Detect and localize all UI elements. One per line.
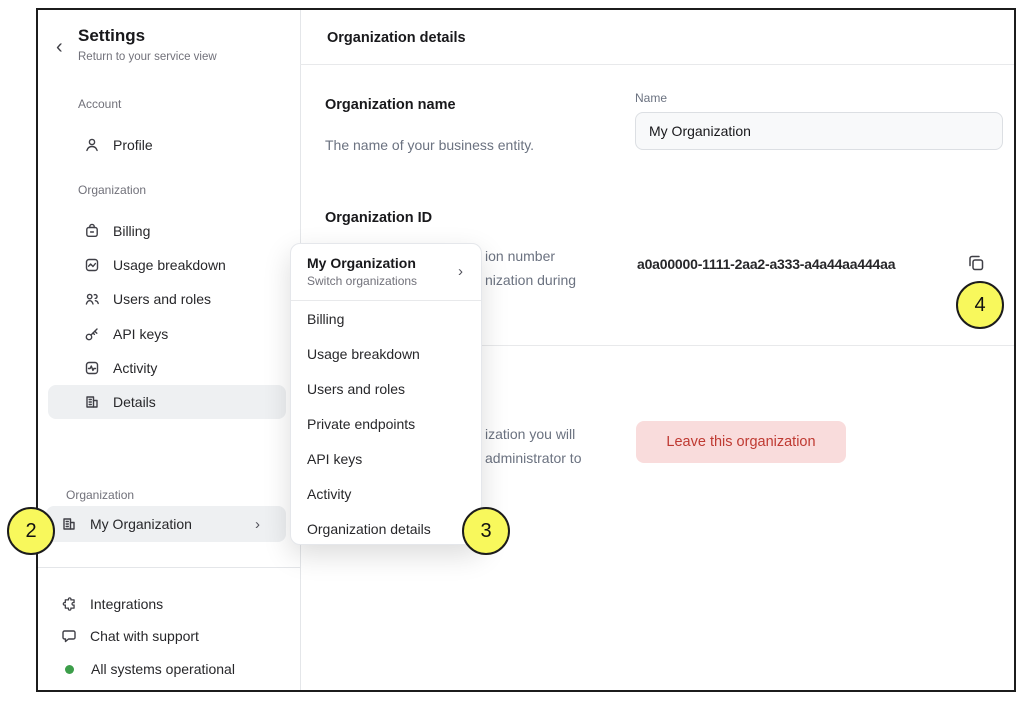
section-label-account: Account <box>78 97 122 111</box>
sidebar-item-details[interactable] <box>48 385 286 419</box>
copy-icon[interactable] <box>966 251 990 275</box>
dropdown-title: My Organization <box>307 255 416 271</box>
dropdown-header-my-organization[interactable] <box>291 244 481 300</box>
person-icon <box>84 137 100 153</box>
organization-name-heading: Organization name <box>325 97 456 113</box>
organization-id-description-line1: ion number <box>485 248 556 264</box>
header-divider <box>300 64 1014 65</box>
organization-name-input[interactable] <box>635 112 1003 150</box>
sidebar-item-api-keys[interactable] <box>48 317 286 351</box>
billing-icon <box>84 223 100 239</box>
sidebar-item-label: Details <box>113 394 156 410</box>
status-label: All systems operational <box>91 661 235 677</box>
building-icon <box>61 516 77 532</box>
puzzle-icon <box>61 596 77 612</box>
sidebar-footer-divider <box>38 567 300 568</box>
annotation-badge-2: 2 <box>7 507 55 555</box>
dropdown-item-api-keys[interactable]: API keys <box>307 450 363 467</box>
section-label-organization: Organization <box>78 183 147 197</box>
dropdown-item-private-endpoints[interactable]: Private endpoints <box>307 415 416 432</box>
sidebar-item-chat-with-support[interactable] <box>46 620 286 652</box>
users-icon <box>84 291 100 307</box>
chat-bubble-icon <box>61 628 77 644</box>
sidebar-item-usage-breakdown[interactable] <box>48 248 286 282</box>
organization-id-description-line2: nization during <box>485 272 577 288</box>
dropdown-item-billing[interactable]: Billing <box>307 310 345 327</box>
dropdown-item-users-and-roles[interactable]: Users and roles <box>307 380 406 397</box>
sidebar-item-label: Billing <box>113 223 151 239</box>
sidebar-item-users-and-roles[interactable] <box>48 282 286 316</box>
organization-id-value: a0a00000-1111-2aa2-a333-a4a44aa444aa <box>637 256 896 272</box>
dropdown-subtitle: Switch organizations <box>307 274 418 288</box>
sidebar-item-label: Integrations <box>90 596 164 612</box>
section-label-organization-switcher: Organization <box>66 488 135 502</box>
annotation-badge-3: 3 <box>462 507 510 555</box>
building-icon <box>84 394 100 410</box>
page-title: Organization details <box>327 30 466 46</box>
leave-organization-button[interactable]: Leave this organization <box>636 421 846 463</box>
sidebar-item-label: Profile <box>113 137 153 153</box>
key-icon <box>84 326 100 342</box>
sidebar-item-label: My Organization <box>90 516 192 532</box>
usage-icon <box>84 257 100 273</box>
sidebar-item-activity[interactable] <box>48 351 286 385</box>
name-field-label: Name <box>635 91 668 105</box>
leave-description-line1: ization you will <box>485 426 576 442</box>
sidebar-item-label: Activity <box>113 360 158 376</box>
organization-id-heading: Organization ID <box>325 210 433 226</box>
organization-switcher-dropdown <box>290 243 482 545</box>
back-chevron-icon[interactable]: ‹ <box>56 36 63 58</box>
sidebar-item-my-organization[interactable] <box>46 506 286 542</box>
sidebar-item-label: Chat with support <box>90 628 199 644</box>
settings-subtitle[interactable]: Return to your service view <box>78 51 217 63</box>
sidebar-item-label: Users and roles <box>113 291 212 307</box>
app-window <box>36 8 1016 692</box>
annotation-badge-4: 4 <box>956 281 1004 329</box>
sidebar-item-integrations[interactable] <box>46 588 286 620</box>
chevron-right-icon: › <box>458 263 463 280</box>
system-status[interactable] <box>46 653 286 685</box>
activity-icon <box>84 360 100 376</box>
dropdown-item-organization-details[interactable]: Organization details <box>307 520 431 537</box>
sidebar-item-label: API keys <box>113 326 169 342</box>
settings-title: Settings <box>78 26 146 45</box>
sidebar-item-label: Usage breakdown <box>113 257 226 273</box>
sidebar-item-profile[interactable] <box>48 128 286 162</box>
dropdown-item-activity[interactable]: Activity <box>307 485 352 502</box>
organization-name-description: The name of your business entity. <box>325 137 535 153</box>
dropdown-item-usage-breakdown[interactable]: Usage breakdown <box>307 345 420 362</box>
sidebar-item-billing[interactable] <box>48 214 286 248</box>
leave-description-line2: administrator to <box>485 450 582 466</box>
status-dot-icon <box>65 665 74 674</box>
chevron-right-icon: › <box>255 515 260 533</box>
